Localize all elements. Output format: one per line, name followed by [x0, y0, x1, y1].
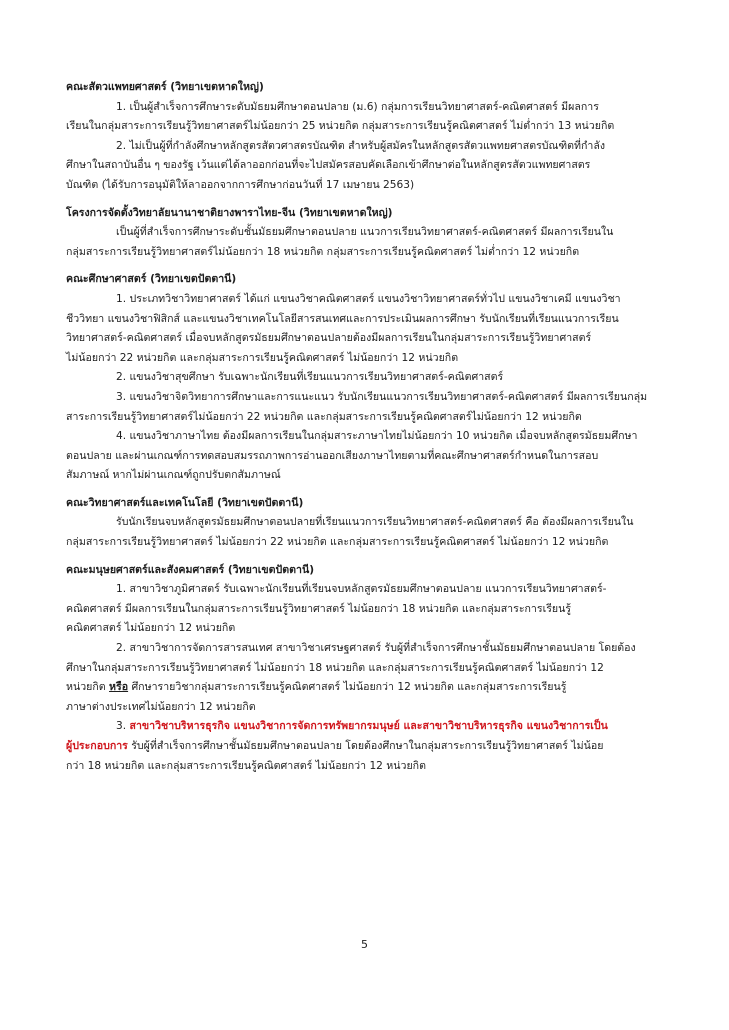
- text-line: 1. เป็นผู้สำเร็จการศึกษาระดับมัธยมศึกษาตอนปลาย (ม.6) กลุ่มการเรียนวิทยาศาสตร์-คณิตศาสตร์ มีผลการ: [116, 100, 599, 113]
- text-fragment: ศึกษารายวิชากลุ่มสาระการเรียนรู้คณิตศาสตร์ ไม่น้อยกว่า 12 หน่วยกิต และกลุ่มสาระการเรียนรู้: [128, 681, 567, 694]
- text-line: ชีววิทยา แขนงวิชาฟิสิกส์ และแขนงวิชาเทคโนโลยีสารสนเทศและการประเมินผลการศึกษา รับนักเรียนที่เรียนแนวการเรียน: [66, 312, 619, 325]
- text-line: 3. แขนงวิชาจิตวิทยาการศึกษาและการแนะแนว รับนักเรียนแนวการเรียนวิทยาศาสตร์-คณิตศาสตร์ มีผลการเรียนกลุ่ม: [116, 390, 648, 403]
- text-line: ไม่น้อยกว่า 22 หน่วยกิต และกลุ่มสาระการเรียนรู้คณิตศาสตร์ ไม่น้อยกว่า 12 หน่วยกิต: [66, 351, 459, 364]
- text-line: ศึกษาในกลุ่มสาระการเรียนรู้วิทยาศาสตร์ ไม่น้อยกว่า 18 หน่วยกิต และกลุ่มสาระการเรียนรู้คณิตศาสตร์ ไม่น้อยกว่า 12: [66, 661, 604, 674]
- text-line: ศึกษาในสถาบันอื่น ๆ ของรัฐ เว้นแต่ได้ลาออกก่อนที่จะไปสมัครสอบคัดเลือกเข้าศึกษาต่อในหลักสูตรสัตวแพทยศาสตร: [66, 159, 591, 172]
- section-heading: คณะศึกษาศาสตร์ (วิทยาเขตปัตตานี): [66, 273, 237, 286]
- text-line-highlighted: [66, 717, 664, 737]
- text-line: รับนักเรียนจบหลักสูตรมัธยมศึกษาตอนปลายที่เรียนแนวการเรียนวิทยาศาสตร์-คณิตศาสตร์ คือ ต้องมีผลการเรียนใน: [116, 516, 634, 529]
- section-thai-chinese-rubber-college: [66, 204, 664, 263]
- text-line-with-or: [66, 678, 664, 698]
- highlighted-program-name: ผู้ประกอบการ: [66, 740, 128, 752]
- section-education: [66, 270, 664, 486]
- section-science-technology: [66, 494, 664, 553]
- text-line: 2. ไม่เป็นผู้ที่กำลังศึกษาหลักสูตรสัตวศาสตรบัณฑิต สำหรับผู้สมัครในหลักสูตรสัตวแพทยศาสตรบัณฑิตที่กำลัง: [116, 139, 606, 152]
- text-line: วิทยาศาสตร์-คณิตศาสตร์ เมื่อจบหลักสูตรมัธยมศึกษาตอนปลายต้องมีผลการเรียนในกลุ่มสาระการเรียนรู้วิทยาศาสตร์: [66, 332, 592, 345]
- text-line: บัณฑิต (ได้รับการอนุมัติให้ลาออกจากการศึกษาก่อนวันที่ 17 เมษายน 2563): [66, 178, 415, 191]
- section-heading: คณะสัตวแพทยศาสตร์ (วิทยาเขตหาดใหญ่): [66, 81, 264, 93]
- item-number: 3.: [116, 720, 127, 733]
- page-number: 5: [361, 938, 368, 951]
- text-line: กลุ่มสาระการเรียนรู้วิทยาศาสตร์ไม่น้อยกว่า 18 หน่วยกิต กลุ่มสาระการเรียนรู้คณิตศาสตร์ ไม่ต่ำกว่า 12 หน่วยกิต: [66, 245, 580, 258]
- text-line: เรียนในกลุ่มสาระการเรียนรู้วิทยาศาสตร์ไม่น้อยกว่า 25 หน่วยกิต กลุ่มสาระการเรียนรู้คณิตศาสตร์ ไม่ต่ำกว่า 13 หน่วยกิต: [66, 120, 615, 133]
- section-heading: คณะวิทยาศาสตร์และเทคโนโลยี (วิทยาเขตปัตตานี): [66, 496, 304, 509]
- text-line: 1. ประเภทวิชาวิทยาศาสตร์ ได้แก่ แขนงวิชาคณิตศาสตร์ แขนงวิชาวิทยาศาสตร์ทั่วไป แขนงวิชาเคมี แขนงวิชา: [116, 292, 621, 305]
- text-line: สาระการเรียนรู้วิทยาศาสตร์ไม่น้อยกว่า 22 หน่วยกิต และกลุ่มสาระการเรียนรู้คณิตศาสตร์ไม่น้อยกว่า 12 หน่วยกิต: [66, 410, 582, 423]
- text-fragment: รับผู้ที่สำเร็จการศึกษาชั้นมัธยมศึกษาตอนปลาย โดยต้องศึกษาในกลุ่มสาระการเรียนรู้วิทยาศาสตร์ ไม่น้อย: [127, 740, 604, 752]
- section-heading: โครงการจัดตั้งวิทยาลัยนานาชาติยางพาราไทย-จีน (วิทยาเขตหาดใหญ่): [66, 206, 393, 219]
- text-line: ภาษาต่างประเทศไม่น้อยกว่า 12 หน่วยกิต: [66, 700, 256, 713]
- text-line: คณิตศาสตร์ มีผลการเรียนในกลุ่มสาระการเรียนรู้วิทยาศาสตร์ ไม่น้อยกว่า 18 หน่วยกิต และกลุ่มสาระการเรียนรู้: [66, 602, 572, 615]
- text-line: กว่า 18 หน่วยกิต และกลุ่มสาระการเรียนรู้คณิตศาสตร์ ไม่น้อยกว่า 12 หน่วยกิต: [66, 759, 426, 772]
- or-emphasis: หรือ: [109, 681, 129, 694]
- text-fragment: หน่วยกิต: [66, 681, 110, 694]
- text-line: 1. สาขาวิชาภูมิศาสตร์ รับเฉพาะนักเรียนที่เรียนจบหลักสูตรมัธยมศึกษาตอนปลาย แนวการเรียนวิทยาศาสตร์-: [116, 583, 607, 596]
- section-heading: คณะมนุษยศาสตร์และสังคมศาสตร์ (วิทยาเขตปัตตานี): [66, 563, 315, 576]
- text-line: เป็นผู้ที่สำเร็จการศึกษาระดับชั้นมัธยมศึกษาตอนปลาย แนวการเรียนวิทยาศาสตร์-คณิตศาสตร์ มีผลการเรียนใน: [116, 226, 614, 239]
- text-line: 2. แขนงวิชาสุขศึกษา รับเฉพาะนักเรียนที่เรียนแนวการเรียนวิทยาศาสตร์-คณิตศาสตร์: [116, 371, 504, 384]
- section-veterinary: [66, 78, 664, 196]
- text-line: 2. สาขาวิชาการจัดการสารสนเทศ สาขาวิชาเศรษฐศาสตร์ รับผู้ที่สำเร็จการศึกษาชั้นมัธยมศึกษาตอนปลาย โดยต้อง: [116, 642, 636, 655]
- text-line: 4. แขนงวิชาภาษาไทย ต้องมีผลการเรียนในกลุ่มสาระภาษาไทยไม่น้อยกว่า 10 หน่วยกิต เมื่อจบหลักสูตรมัธยมศึกษา: [116, 430, 638, 443]
- text-line: สัมภาษณ์ หากไม่ผ่านเกณฑ์ถูกปรับตกสัมภาษณ์: [66, 469, 281, 482]
- highlighted-program-name: สาขาวิชาบริหารธุรกิจ แขนงวิชาการจัดการทรัพยากรมนุษย์ และสาขาวิชาบริหารธุรกิจ แขนงวิชาการเป็น: [129, 720, 608, 733]
- text-line: ตอนปลาย และผ่านเกณฑ์การทดสอบสมรรถภาพการอ่านออกเสียงภาษาไทยตามที่คณะศึกษาศาสตร์กำหนดในการสอบ: [66, 449, 599, 462]
- text-line-highlighted: [66, 737, 664, 757]
- section-humanities-social-sciences: [66, 561, 664, 777]
- text-line: กลุ่มสาระการเรียนรู้วิทยาศาสตร์ ไม่น้อยกว่า 22 หน่วยกิต และกลุ่มสาระการเรียนรู้คณิตศาสตร์ ไม่น้อยกว่า 12 หน่วยกิต: [66, 536, 609, 549]
- text-line: คณิตศาสตร์ ไม่น้อยกว่า 12 หน่วยกิต: [66, 622, 236, 635]
- document-page: [66, 78, 664, 784]
